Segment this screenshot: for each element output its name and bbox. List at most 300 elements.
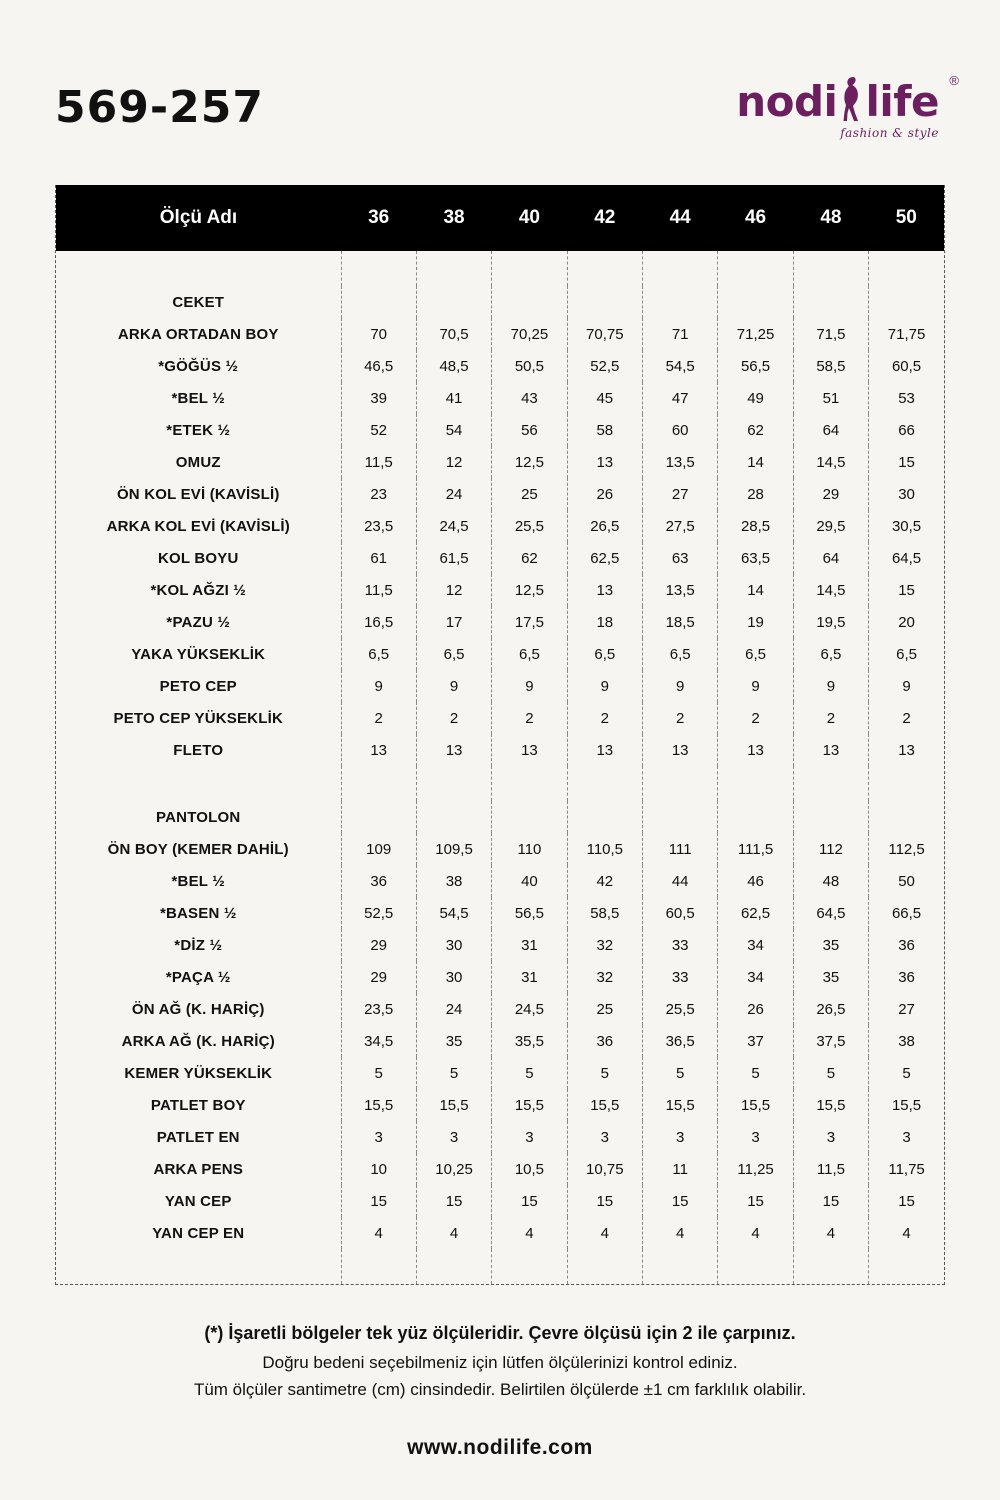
measure-value-cell-48: 19,5	[793, 606, 868, 638]
section-title-empty-cell	[416, 801, 491, 833]
measure-value-cell-50: 71,75	[887, 325, 926, 343]
measure-value-cell-48: 112	[793, 833, 868, 865]
table-row	[56, 638, 944, 670]
measure-value-cell-42: 15	[567, 1185, 642, 1217]
measure-value-cell-46: 14	[718, 574, 793, 606]
measure-value-cell-40: 6,5	[492, 638, 567, 670]
measure-name-cell: *BEL ½	[56, 865, 341, 897]
measure-value-cell-44: 33	[643, 961, 718, 993]
measure-name-cell: PETO CEP YÜKSEKLİK	[56, 702, 341, 734]
measure-value-cell-46: 2	[718, 702, 793, 734]
table-row	[56, 414, 944, 446]
measure-value-cell-42: 3	[567, 1121, 642, 1153]
measure-value-cell-36: 10	[341, 1153, 416, 1185]
table-bottom-spacer	[56, 1249, 944, 1284]
measure-value-cell-44: 111	[643, 833, 718, 865]
measure-value-cell-48: 14,5	[793, 446, 868, 478]
column-header-size-48: 48	[793, 185, 868, 251]
measure-value-cell-36: 2	[341, 702, 416, 734]
column-header-size-50: 50	[869, 185, 944, 251]
measure-value-cell-48: 58,5	[793, 350, 868, 382]
measure-value-cell-44: 11	[643, 1153, 718, 1185]
measure-value-cell-36: 36	[341, 865, 416, 897]
measure-value-cell-42: 58,5	[567, 897, 642, 929]
measure-value-cell-44: 5	[643, 1057, 718, 1089]
measure-name-cell: YAN CEP EN	[56, 1217, 341, 1249]
column-header-size-44: 44	[643, 185, 718, 251]
measure-value-cell-48: 29	[793, 478, 868, 510]
measure-name-cell: ÖN AĞ (K. HARİÇ)	[56, 993, 341, 1025]
measure-value-cell-36: 15,5	[341, 1089, 416, 1121]
column-header-size-38: 38	[416, 185, 491, 251]
measure-value-cell-48: 64	[793, 542, 868, 574]
table-row	[56, 1153, 944, 1185]
measure-name-cell: *PAZU ½	[56, 606, 341, 638]
measure-value-cell-46: 71,25	[718, 318, 793, 350]
measure-value-cell-42: 110,5	[567, 833, 642, 865]
footnote-asterisk: (*) İşaretli bölgeler tek yüz ölçüleridir. Çevre ölçüsü için 2 ile çarpınız.	[204, 1323, 796, 1343]
measure-value-cell-46: 15	[718, 1185, 793, 1217]
measure-value-cell-38: 12	[416, 446, 491, 478]
measure-value-cell-44: 2	[643, 702, 718, 734]
measure-value-cell-50: 6,5	[896, 645, 917, 663]
measure-value-cell-50: 15	[898, 453, 915, 471]
measure-value-cell-44: 15	[643, 1185, 718, 1217]
measure-value-cell-46: 46	[718, 865, 793, 897]
measure-name-cell: *PAÇA ½	[56, 961, 341, 993]
measure-value-cell-50: 13	[898, 741, 915, 759]
section-title-empty-cell	[567, 801, 642, 833]
measure-value-cell-48: 15	[793, 1185, 868, 1217]
footnote-check-measurements: Doğru bedeni seçebilmeniz için lütfen ölçülerinizi kontrol ediniz.	[262, 1353, 738, 1372]
table-row	[56, 1025, 944, 1057]
measure-name-cell: PATLET EN	[56, 1121, 341, 1153]
measure-value-cell-38: 5	[416, 1057, 491, 1089]
measure-value-cell-46: 15,5	[718, 1089, 793, 1121]
column-header-size-42: 42	[567, 185, 642, 251]
section-spacer	[56, 766, 944, 801]
measure-value-cell-40: 12,5	[492, 574, 567, 606]
measure-value-cell-38: 15	[416, 1185, 491, 1217]
measure-value-cell-50: 9	[902, 677, 911, 695]
measure-value-cell-42: 4	[567, 1217, 642, 1249]
measure-value-cell-46: 56,5	[718, 350, 793, 382]
measure-value-cell-42: 2	[567, 702, 642, 734]
measure-value-cell-48: 71,5	[793, 318, 868, 350]
document-code: 569-257	[55, 82, 264, 133]
measure-name-cell: *DİZ ½	[56, 929, 341, 961]
measure-value-cell-44: 33	[643, 929, 718, 961]
measure-name-cell: *GÖĞÜS ½	[56, 350, 341, 382]
table-body	[56, 251, 944, 1284]
measure-name-cell: ARKA AĞ (K. HARİÇ)	[56, 1025, 341, 1057]
section-title: PANTOLON	[56, 801, 341, 833]
measure-value-cell-44: 71	[643, 318, 718, 350]
table-row	[56, 1057, 944, 1089]
measure-value-cell-38: 10,25	[416, 1153, 491, 1185]
measure-value-cell-36: 6,5	[341, 638, 416, 670]
measure-value-cell-46: 13	[718, 734, 793, 766]
measure-value-cell-44: 27	[643, 478, 718, 510]
measure-value-cell-50: 64,5	[891, 549, 922, 567]
measure-value-cell-38: 41	[416, 382, 491, 414]
measure-value-cell-42: 52,5	[567, 350, 642, 382]
measure-value-cell-50: 38	[898, 1032, 915, 1050]
section-title-empty-cell	[793, 801, 868, 833]
measure-name-cell: ÖN BOY (KEMER DAHİL)	[56, 833, 341, 865]
measure-value-cell-36: 34,5	[341, 1025, 416, 1057]
section-title-empty-cell	[643, 286, 718, 318]
measure-name-cell: ÖN KOL EVİ (KAVİSLİ)	[56, 478, 341, 510]
measure-value-cell-44: 60,5	[643, 897, 718, 929]
measure-value-cell-40: 3	[492, 1121, 567, 1153]
table-row	[56, 702, 944, 734]
measure-value-cell-46: 11,25	[718, 1153, 793, 1185]
measure-value-cell-46: 49	[718, 382, 793, 414]
measure-name-cell: *KOL AĞZI ½	[56, 574, 341, 606]
measure-value-cell-44: 18,5	[643, 606, 718, 638]
section-title-empty-cell	[869, 801, 944, 833]
measure-value-cell-46: 34	[718, 929, 793, 961]
table-row	[56, 734, 944, 766]
woman-silhouette-icon	[838, 75, 864, 123]
measure-value-cell-40: 56,5	[492, 897, 567, 929]
section-title-empty-cell	[492, 801, 567, 833]
measure-value-cell-44: 13,5	[643, 446, 718, 478]
measure-value-cell-42: 26	[567, 478, 642, 510]
measure-value-cell-38: 24	[416, 993, 491, 1025]
measure-value-cell-38: 24	[416, 478, 491, 510]
table-row	[56, 606, 944, 638]
table-header-row	[56, 185, 944, 251]
measure-value-cell-42: 62,5	[567, 542, 642, 574]
measure-value-cell-36: 39	[341, 382, 416, 414]
measure-value-cell-46: 19	[718, 606, 793, 638]
measure-value-cell-38: 3	[416, 1121, 491, 1153]
table-row	[56, 382, 944, 414]
measure-value-cell-44: 60	[643, 414, 718, 446]
measure-value-cell-50: 50	[898, 872, 915, 890]
measure-value-cell-42: 15,5	[567, 1089, 642, 1121]
section-title-empty-cell	[341, 286, 416, 318]
brand-tagline: fashion & style	[840, 126, 939, 140]
measure-value-cell-42: 26,5	[567, 510, 642, 542]
measure-name-cell: *BASEN ½	[56, 897, 341, 929]
table-row	[56, 670, 944, 702]
measure-value-cell-42: 32	[567, 929, 642, 961]
measure-value-cell-42: 25	[567, 993, 642, 1025]
brand-logo	[736, 73, 959, 140]
measure-value-cell-48: 64	[793, 414, 868, 446]
measure-value-cell-38: 30	[416, 961, 491, 993]
measure-value-cell-44: 47	[643, 382, 718, 414]
measure-value-cell-50: 30,5	[891, 517, 922, 535]
measure-value-cell-50: 112,5	[888, 840, 925, 858]
measure-value-cell-48: 13	[793, 734, 868, 766]
measure-value-cell-36: 13	[341, 734, 416, 766]
measure-value-cell-46: 5	[718, 1057, 793, 1089]
measure-value-cell-40: 2	[492, 702, 567, 734]
measure-value-cell-44: 13,5	[643, 574, 718, 606]
measure-value-cell-50: 66	[898, 421, 915, 439]
measure-value-cell-40: 35,5	[492, 1025, 567, 1057]
measure-value-cell-36: 46,5	[341, 350, 416, 382]
measure-value-cell-48: 2	[793, 702, 868, 734]
measure-name-cell: KOL BOYU	[56, 542, 341, 574]
measure-value-cell-42: 13	[567, 446, 642, 478]
measure-value-cell-36: 29	[341, 961, 416, 993]
measure-value-cell-38: 15,5	[416, 1089, 491, 1121]
measure-value-cell-44: 3	[643, 1121, 718, 1153]
measure-value-cell-40: 70,25	[492, 318, 567, 350]
column-header-size-40: 40	[492, 185, 567, 251]
measure-value-cell-36: 4	[341, 1217, 416, 1249]
section-title: CEKET	[56, 286, 341, 318]
measure-value-cell-44: 25,5	[643, 993, 718, 1025]
measure-value-cell-40: 17,5	[492, 606, 567, 638]
measure-value-cell-46: 34	[718, 961, 793, 993]
section-title-empty-cell	[492, 286, 567, 318]
measure-value-cell-50: 11,75	[888, 1160, 925, 1178]
measure-value-cell-46: 4	[718, 1217, 793, 1249]
section-title-empty-cell	[341, 801, 416, 833]
table-row	[56, 961, 944, 993]
measure-value-cell-46: 9	[718, 670, 793, 702]
measure-value-cell-38: 2	[416, 702, 491, 734]
measure-value-cell-40: 9	[492, 670, 567, 702]
measure-value-cell-42: 6,5	[567, 638, 642, 670]
section-title-empty-cell	[718, 801, 793, 833]
measure-value-cell-48: 3	[793, 1121, 868, 1153]
measure-value-cell-50: 2	[902, 709, 911, 727]
measure-value-cell-48: 51	[793, 382, 868, 414]
measurements-table	[56, 185, 944, 1284]
measure-name-cell: *BEL ½	[56, 382, 341, 414]
measure-value-cell-40: 15	[492, 1185, 567, 1217]
measure-name-cell: OMUZ	[56, 446, 341, 478]
page-header	[55, 0, 959, 185]
measure-name-cell: FLETO	[56, 734, 341, 766]
measure-value-cell-40: 25,5	[492, 510, 567, 542]
measure-value-cell-50: 66,5	[891, 904, 922, 922]
measure-value-cell-50: 60,5	[891, 357, 922, 375]
measure-value-cell-44: 9	[643, 670, 718, 702]
section-title-empty-cell	[416, 286, 491, 318]
measure-value-cell-44: 63	[643, 542, 718, 574]
measure-value-cell-48: 11,5	[793, 1153, 868, 1185]
measure-value-cell-50: 53	[898, 389, 915, 407]
measure-value-cell-36: 5	[341, 1057, 416, 1089]
measure-value-cell-46: 37	[718, 1025, 793, 1057]
measure-value-cell-48: 9	[793, 670, 868, 702]
measure-value-cell-40: 62	[492, 542, 567, 574]
measure-value-cell-46: 26	[718, 993, 793, 1025]
measure-value-cell-36: 16,5	[341, 606, 416, 638]
section-title-empty-cell	[643, 801, 718, 833]
measure-value-cell-36: 109	[341, 833, 416, 865]
section-title-empty-cell	[869, 286, 944, 318]
measure-value-cell-38: 12	[416, 574, 491, 606]
section-title-empty-cell	[567, 286, 642, 318]
measure-value-cell-42: 32	[567, 961, 642, 993]
measure-value-cell-50: 27	[898, 1000, 915, 1018]
measurements-table-wrapper	[55, 185, 945, 1285]
measure-value-cell-50: 20	[898, 613, 915, 631]
measure-value-cell-36: 3	[341, 1121, 416, 1153]
measure-value-cell-42: 58	[567, 414, 642, 446]
brand-name-part1: nodi	[736, 77, 838, 126]
measure-name-cell: PATLET BOY	[56, 1089, 341, 1121]
column-header-size-46: 46	[718, 185, 793, 251]
table-row	[56, 574, 944, 606]
measure-value-cell-38: 54	[416, 414, 491, 446]
measure-value-cell-42: 70,75	[567, 318, 642, 350]
measure-value-cell-40: 10,5	[492, 1153, 567, 1185]
table-row	[56, 542, 944, 574]
measure-value-cell-48: 48	[793, 865, 868, 897]
measure-value-cell-44: 54,5	[643, 350, 718, 382]
measure-value-cell-44: 13	[643, 734, 718, 766]
measure-value-cell-48: 64,5	[793, 897, 868, 929]
measure-value-cell-42: 9	[567, 670, 642, 702]
measure-value-cell-48: 35	[793, 929, 868, 961]
measure-value-cell-42: 36	[567, 1025, 642, 1057]
measure-value-cell-48: 26,5	[793, 993, 868, 1025]
measure-value-cell-48: 35	[793, 961, 868, 993]
measure-value-cell-46: 62,5	[718, 897, 793, 929]
measure-value-cell-50: 15	[898, 581, 915, 599]
table-row	[56, 993, 944, 1025]
measure-value-cell-44: 6,5	[643, 638, 718, 670]
measure-value-cell-42: 18	[567, 606, 642, 638]
measure-value-cell-36: 61	[341, 542, 416, 574]
measure-value-cell-36: 23,5	[341, 993, 416, 1025]
measure-value-cell-42: 42	[567, 865, 642, 897]
measure-value-cell-36: 15	[341, 1185, 416, 1217]
measure-value-cell-42: 13	[567, 734, 642, 766]
table-row	[56, 1185, 944, 1217]
section-spacer	[56, 251, 944, 286]
measure-value-cell-40: 31	[492, 929, 567, 961]
measure-name-cell: ARKA PENS	[56, 1153, 341, 1185]
measure-value-cell-40: 15,5	[492, 1089, 567, 1121]
table-row	[56, 1121, 944, 1153]
brand-name-part2: life	[865, 77, 939, 126]
measure-value-cell-38: 4	[416, 1217, 491, 1249]
measure-value-cell-50: 36	[898, 968, 915, 986]
measure-value-cell-40: 43	[492, 382, 567, 414]
measure-value-cell-50: 30	[898, 485, 915, 503]
column-header-size-36: 36	[341, 185, 416, 251]
measure-value-cell-48: 15,5	[793, 1089, 868, 1121]
table-row	[56, 350, 944, 382]
measure-value-cell-36: 70	[341, 318, 416, 350]
measure-value-cell-50: 3	[902, 1128, 911, 1146]
registered-trademark-icon: ®	[949, 73, 959, 88]
measure-value-cell-50: 4	[902, 1224, 911, 1242]
measure-value-cell-40: 110	[492, 833, 567, 865]
measure-name-cell: *ETEK ½	[56, 414, 341, 446]
measure-value-cell-38: 30	[416, 929, 491, 961]
measure-value-cell-38: 54,5	[416, 897, 491, 929]
measure-value-cell-42: 13	[567, 574, 642, 606]
table-row	[56, 510, 944, 542]
measure-value-cell-38: 35	[416, 1025, 491, 1057]
measure-value-cell-50: 36	[898, 936, 915, 954]
measure-value-cell-36: 11,5	[341, 574, 416, 606]
table-row	[56, 865, 944, 897]
measure-value-cell-36: 23	[341, 478, 416, 510]
table-row	[56, 833, 944, 865]
measure-value-cell-38: 13	[416, 734, 491, 766]
table-row	[56, 1089, 944, 1121]
measure-name-cell: ARKA ORTADAN BOY	[56, 318, 341, 350]
measure-value-cell-46: 28,5	[718, 510, 793, 542]
measure-value-cell-36: 23,5	[341, 510, 416, 542]
measure-value-cell-38: 17	[416, 606, 491, 638]
measure-value-cell-40: 40	[492, 865, 567, 897]
measure-value-cell-38: 109,5	[416, 833, 491, 865]
measure-value-cell-38: 48,5	[416, 350, 491, 382]
measure-value-cell-48: 5	[793, 1057, 868, 1089]
measure-name-cell: PETO CEP	[56, 670, 341, 702]
brand-name	[736, 75, 939, 126]
measure-value-cell-46: 6,5	[718, 638, 793, 670]
measure-value-cell-40: 56	[492, 414, 567, 446]
measure-value-cell-44: 36,5	[643, 1025, 718, 1057]
measure-value-cell-48: 4	[793, 1217, 868, 1249]
measure-value-cell-50: 15	[898, 1192, 915, 1210]
measure-value-cell-40: 25	[492, 478, 567, 510]
measure-value-cell-46: 14	[718, 446, 793, 478]
website-url: www.nodilife.com	[407, 1436, 593, 1459]
measure-value-cell-48: 6,5	[793, 638, 868, 670]
measure-value-cell-38: 9	[416, 670, 491, 702]
section-title-empty-cell	[793, 286, 868, 318]
measure-value-cell-40: 5	[492, 1057, 567, 1089]
measure-value-cell-36: 11,5	[341, 446, 416, 478]
measure-value-cell-48: 37,5	[793, 1025, 868, 1057]
column-header-measure-name: Ölçü Adı	[56, 185, 341, 251]
table-row	[56, 1217, 944, 1249]
measure-value-cell-44: 15,5	[643, 1089, 718, 1121]
measure-value-cell-40: 24,5	[492, 993, 567, 1025]
measure-value-cell-46: 28	[718, 478, 793, 510]
measure-value-cell-42: 5	[567, 1057, 642, 1089]
measure-value-cell-46: 63,5	[718, 542, 793, 574]
measure-value-cell-44: 27,5	[643, 510, 718, 542]
measure-value-cell-40: 12,5	[492, 446, 567, 478]
table-row	[56, 478, 944, 510]
table-row	[56, 929, 944, 961]
measure-value-cell-38: 24,5	[416, 510, 491, 542]
measure-value-cell-36: 9	[341, 670, 416, 702]
measure-value-cell-48: 29,5	[793, 510, 868, 542]
measure-value-cell-46: 62	[718, 414, 793, 446]
measure-value-cell-36: 29	[341, 929, 416, 961]
measure-value-cell-46: 111,5	[718, 833, 793, 865]
table-row	[56, 446, 944, 478]
measure-value-cell-50: 15,5	[891, 1096, 922, 1114]
measure-value-cell-38: 38	[416, 865, 491, 897]
section-title-row	[56, 801, 944, 833]
measure-name-cell: YAKA YÜKSEKLİK	[56, 638, 341, 670]
measure-name-cell: KEMER YÜKSEKLİK	[56, 1057, 341, 1089]
measure-value-cell-42: 10,75	[567, 1153, 642, 1185]
measure-value-cell-44: 44	[643, 865, 718, 897]
table-head	[56, 185, 944, 251]
measure-value-cell-42: 45	[567, 382, 642, 414]
